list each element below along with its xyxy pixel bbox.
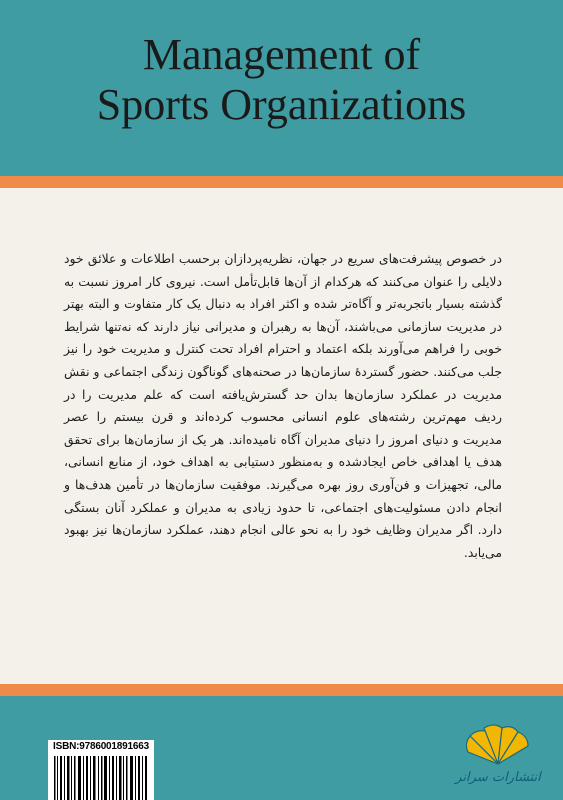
cover-title-line-2: Sports Organizations: [96, 80, 467, 129]
cover-title-line-1: Management of: [142, 30, 421, 79]
cover-title: [0, 30, 563, 130]
top-accent-stripe: [0, 176, 563, 188]
publisher-name: انتشارات سرانر: [455, 770, 541, 785]
book-description: در خصوص پیشرفت‌های سریع در جهان، نظریه‌پردازان برحسب اطلاعات و علائق خود دلایلی را عنوان می‌کنند که هرکدام از آن‌ها قابل‌تأمل است. نیروی کار امروز نسبت به گذشته بسیار باتجربه‌تر و آگاه‌تر شده و اکثر افراد به دنبال یک کار متفاوت و البته بهتر در مدیریت سازمانی می‌باشند، آن‌ها به رهبران و مدیرانی نیاز دارند که نه‌تنها شرایط خوبی را فراهم می‌آورند بلکه اعتماد و احترام افراد تحت کنترل و مدیریت خود را نیز جلب می‌کنند. حضور گستردهٔ سازمان‌ها در صحنه‌های گوناگون زندگی اجتماعی و نقش مدیریت در عملکرد سازمان‌ها بدان حد گسترش‌یافته است که علم مدیریت را در ردیف مهم‌ترین رشته‌های علوم انسانی محسوب کرده‌اند و قرن بیستم را عصر مدیریت و دنیای امروز را دنیای مدیران آگاه نامیده‌اند. هر یک از سازمان‌ها برای تحقق هدف یا اهدافی خاص ایجادشده و به‌منظور دستیابی به اهداف خود، از منابع انسانی، مالی، تجهیزات و فن‌آوری روز بهره می‌گیرند. موفقیت سازمان‌ها در تأمین هدف‌ها و انجام دادن مسئولیت‌های اجتماعی، تا حدود زیادی به مدیران و عملکرد آنان بستگی دارد. اگر مدیران وظایف خود را به نحو عالی انجام دهند، عملکرد سازمان‌ها نیز بهبود می‌یابد.: [64, 251, 502, 560]
fan-petals-logo-icon: [448, 722, 548, 797]
isbn-label: ISBN:9786001891663: [53, 741, 149, 752]
bottom-accent-stripe: [0, 684, 563, 696]
barcode-icon: [52, 756, 150, 800]
isbn-block: [48, 740, 154, 800]
